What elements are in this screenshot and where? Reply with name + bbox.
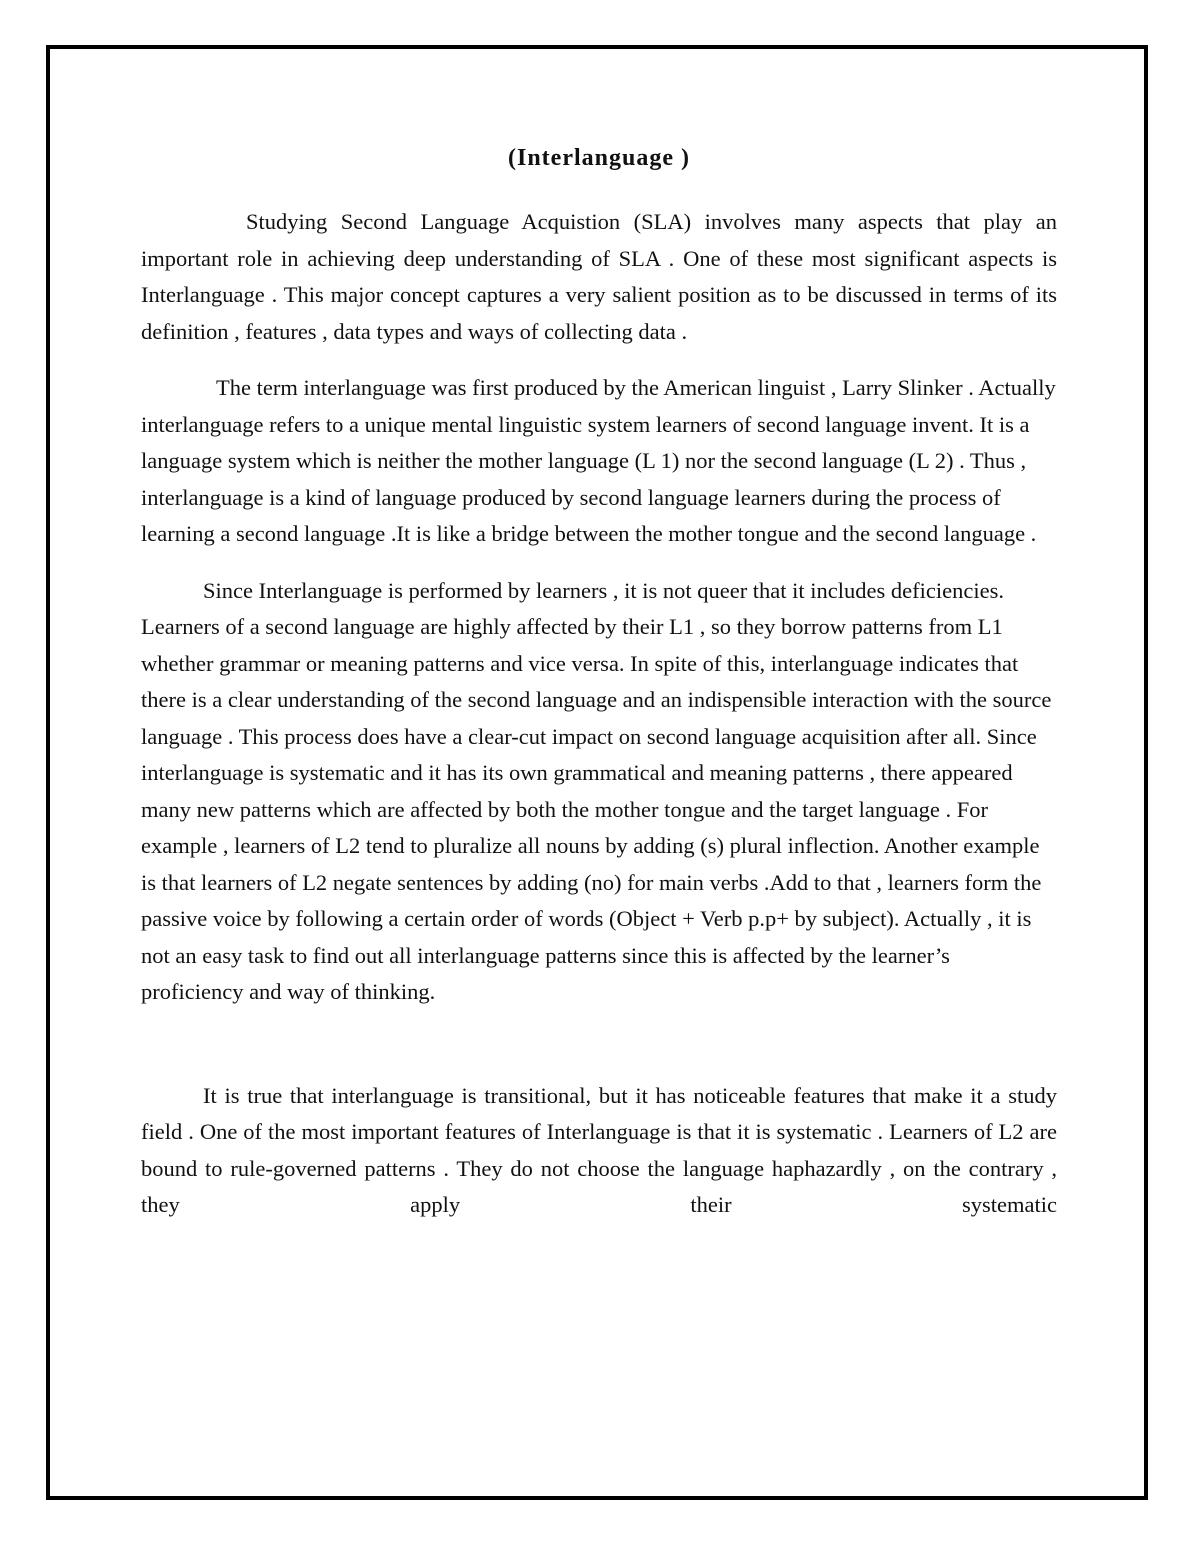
- paragraph-definition: The term interlanguage was first produced by the American linguist , Larry Slinker . Actually interlanguage refers to a unique mental linguistic system learners of second language invent. It is a language system which is neither the mother language (L 1) nor the second language (L 2) . Thus , interlanguage is a kind of language produced by second language learners during the process of learning a second language .It is like a bridge between the mother tongue and the second language .: [141, 375, 1056, 546]
- paragraph-deficiencies: Since Interlanguage is performed by learners , it is not queer that it includes deficiencies. Learners of a second language are highly affected by their L1 , so they borrow patterns from L1 whether grammar or meaning patterns and vice versa. In spite of this, interlanguage indicates that there is a clear understanding of the second language and an indispensible interaction with the source language . This process does have a clear-cut impact on second language acquisition after all. Since interlanguage is systematic and it has its own grammatical and meaning patterns , there appeared many new patterns which are affected by both the mother tongue and the target language . For example , learners of L2 tend to pluralize all nouns by adding (s) plural inflection. Another example is that learners of L2 negate sentences by adding (no) for main verbs .Add to that , learners form the passive voice by following a certain order of words (Object + Verb p.p+ by subject). Actually , it is not an easy task to find out all interlanguage patterns since this is affected by the learner’s proficiency and way of thinking.: [141, 577, 1052, 1004]
- document-body: [141, 140, 1057, 1224]
- paragraph-features: It is true that interlanguage is transitional, but it has noticeable features that make it a study field . One of the most important features of Interlanguage is that it is systematic . Learners of L2 are bound to rule-governed patterns . They do not choose the language haphazardly , on the contrary , they apply their systematic: [141, 1082, 1057, 1217]
- document-title: (Interlanguage ): [508, 145, 690, 171]
- paragraph-intro: Studying Second Language Acquistion (SLA) involves many aspects that play an important role in achieving deep understanding of SLA . One of these most significant aspects is Interlanguage . This major concept captures a very salient position as to be discussed in terms of its definition , features , data types and ways of collecting data .: [141, 209, 1057, 344]
